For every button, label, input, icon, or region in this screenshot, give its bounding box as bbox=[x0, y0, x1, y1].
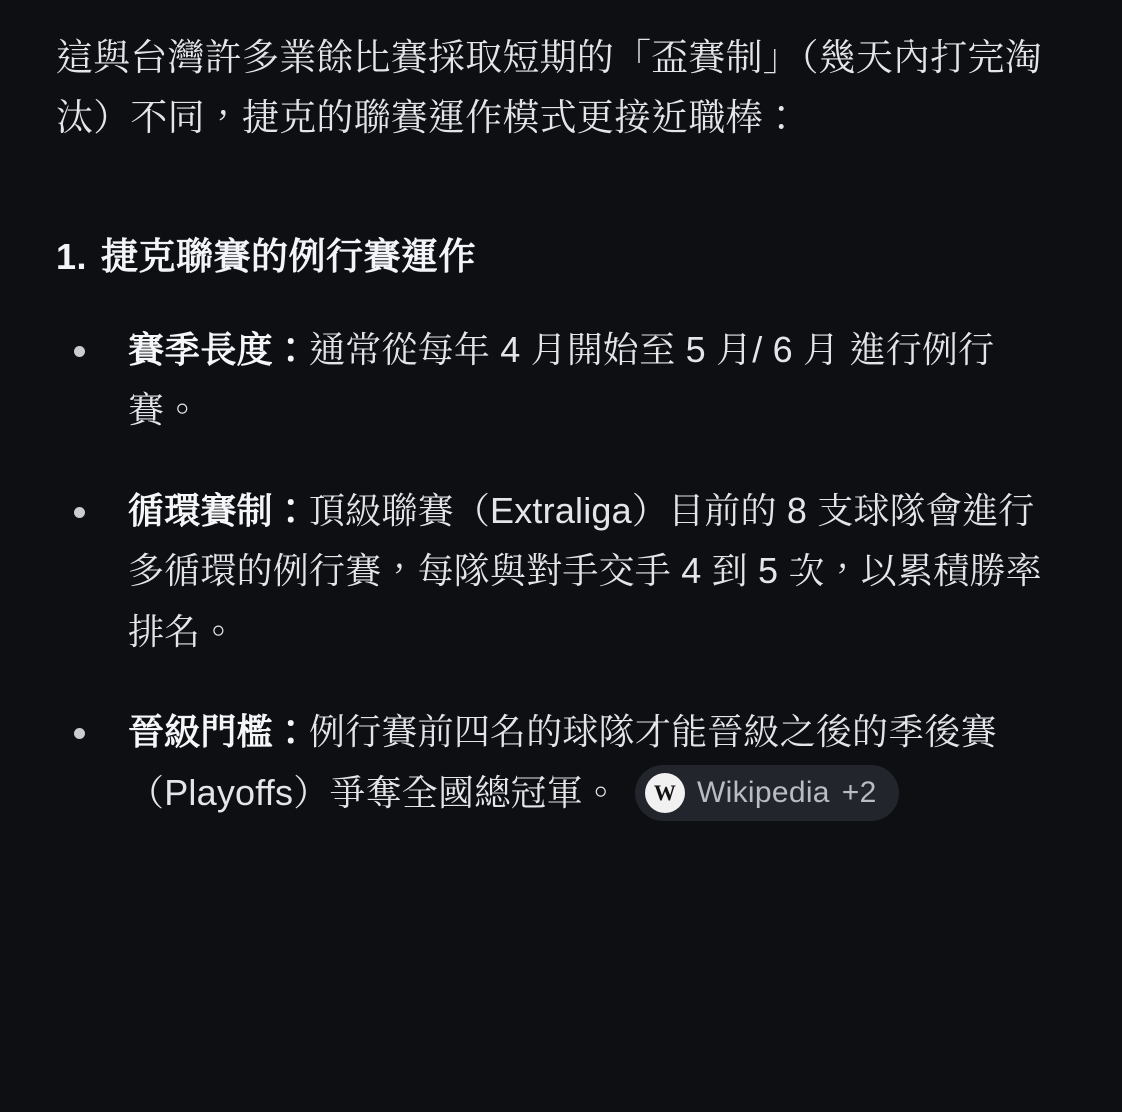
list-item-text: 例行賽前四名的球隊才能晉級之後的季後賽（Playoffs）爭奪全國總冠軍。 bbox=[128, 711, 997, 813]
list-item bbox=[56, 702, 1066, 825]
citation-extra-count: +2 bbox=[841, 776, 877, 810]
list-item bbox=[56, 320, 1066, 441]
list-item bbox=[56, 481, 1066, 662]
list-item-text: 通常從每年 4 月開始至 5 月/ 6 月 進行例行賽。 bbox=[128, 328, 995, 431]
section-number: 1. bbox=[56, 235, 88, 277]
section-heading bbox=[56, 226, 1066, 280]
list-item-lead: 循環賽制： bbox=[128, 489, 310, 531]
list-item-text: 頂級聯賽（Extraliga）目前的 8 支球隊會進行多循環的例行賽，每隊與對手交手 4 到 5 次，以累積勝率排名。 bbox=[128, 489, 1042, 652]
bullet-list bbox=[56, 320, 1066, 825]
citation-source-label: Wikipedia bbox=[697, 776, 830, 810]
page-title: 捷克聯賽的例行賽運作 bbox=[101, 235, 477, 277]
citation-wrapper bbox=[635, 765, 899, 821]
wikipedia-icon: W bbox=[645, 773, 685, 813]
list-item-lead: 賽季長度： bbox=[128, 328, 310, 370]
list-item-lead: 晉級門檻： bbox=[128, 711, 310, 753]
citation-chip[interactable] bbox=[635, 765, 899, 821]
intro-paragraph: 這與台灣許多業餘比賽採取短期的「盃賽制」（幾天內打完淘汰）不同，捷克的聯賽運作模式更接近職棒： bbox=[56, 37, 1042, 138]
